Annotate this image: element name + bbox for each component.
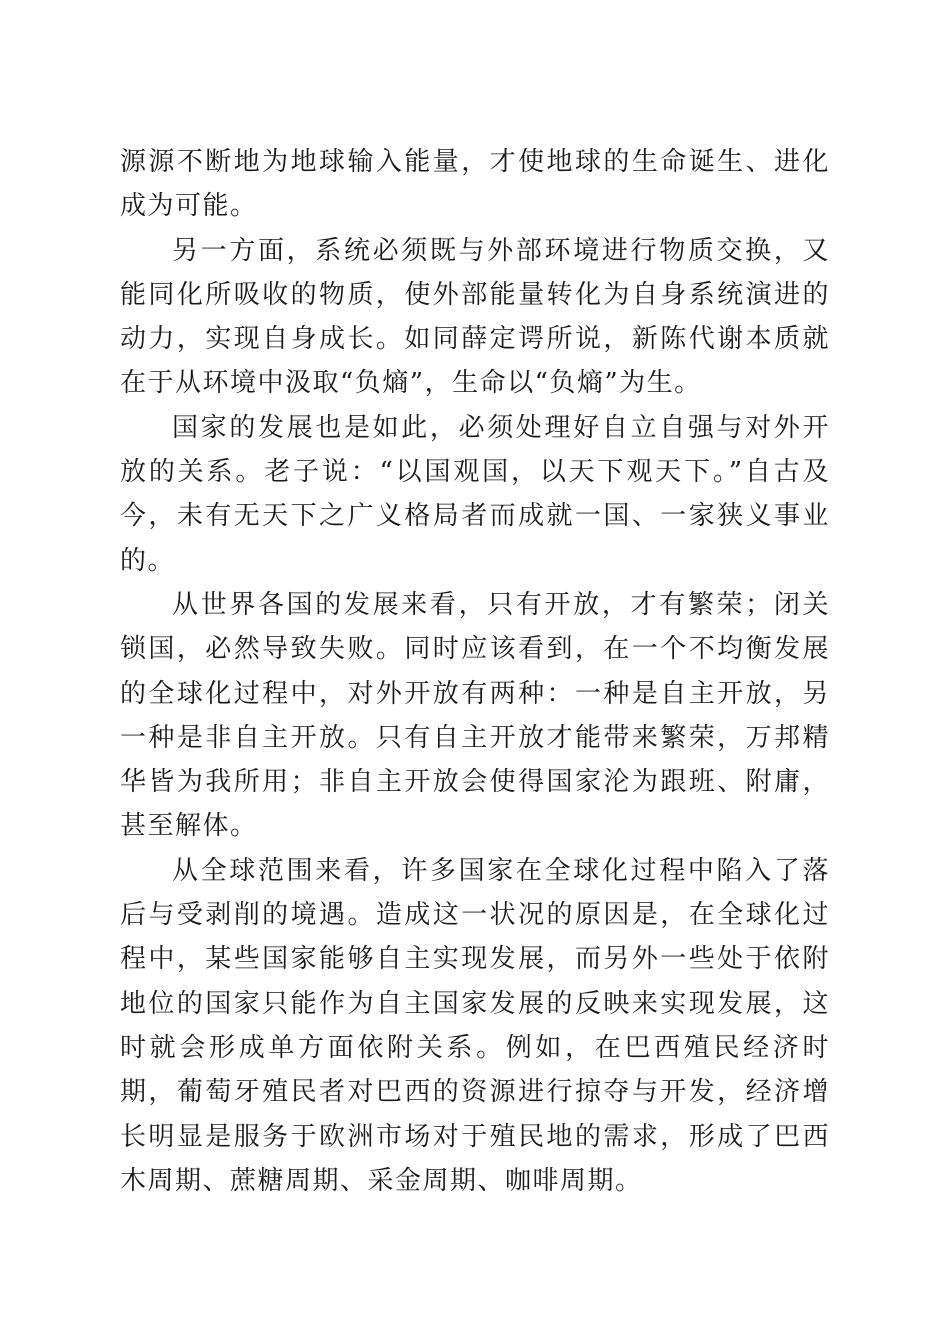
paragraph-1: 源源不断地为地球输入能量，才使地球的生命诞生、进化成为可能。 bbox=[120, 147, 830, 222]
paragraph-2: 另一方面，系统必须既与外部环境进行物质交换，又能同化所吸收的物质，使外部能量转化为自身系统演进的动力，实现自身成长。如同薛定谔所说，新陈代谢本质就在于从环境中汲取“负熵”，生命以“负熵”为生。 bbox=[120, 235, 830, 399]
paragraph-3: 国家的发展也是如此，必须处理好自立自强与对外开放的关系。老子说：“以国观国，以天下观天下。”自古及今，未有无天下之广义格局者而成就一国、一家狭义事业的。 bbox=[120, 412, 830, 576]
body-text bbox=[120, 140, 830, 1203]
paragraph-5: 从全球范围来看，许多国家在全球化过程中陷入了落后与受剥削的境遇。造成这一状况的原因是，在全球化过程中，某些国家能够自主实现发展，而另外一些处于依附地位的国家只能作为自主国家发展的反映来实现发展，这时就会形成单方面依附关系。例如，在巴西殖民经济时期，葡萄牙殖民者对巴西的资源进行掠夺与开发，经济增长明显是服务于欧洲市场对于殖民地的需求，形成了巴西木周期、蔗糖周期、采金周期、咖啡周期。 bbox=[120, 855, 830, 1196]
paragraph-4: 从世界各国的发展来看，只有开放，才有繁荣；闭关锁国，必然导致失败。同时应该看到，在一个不均衡发展的全球化过程中，对外开放有两种：一种是自主开放，另一种是非自主开放。只有自主开放才能带来繁荣，万邦精华皆为我所用；非自主开放会使得国家沦为跟班、附庸，甚至解体。 bbox=[120, 589, 830, 842]
